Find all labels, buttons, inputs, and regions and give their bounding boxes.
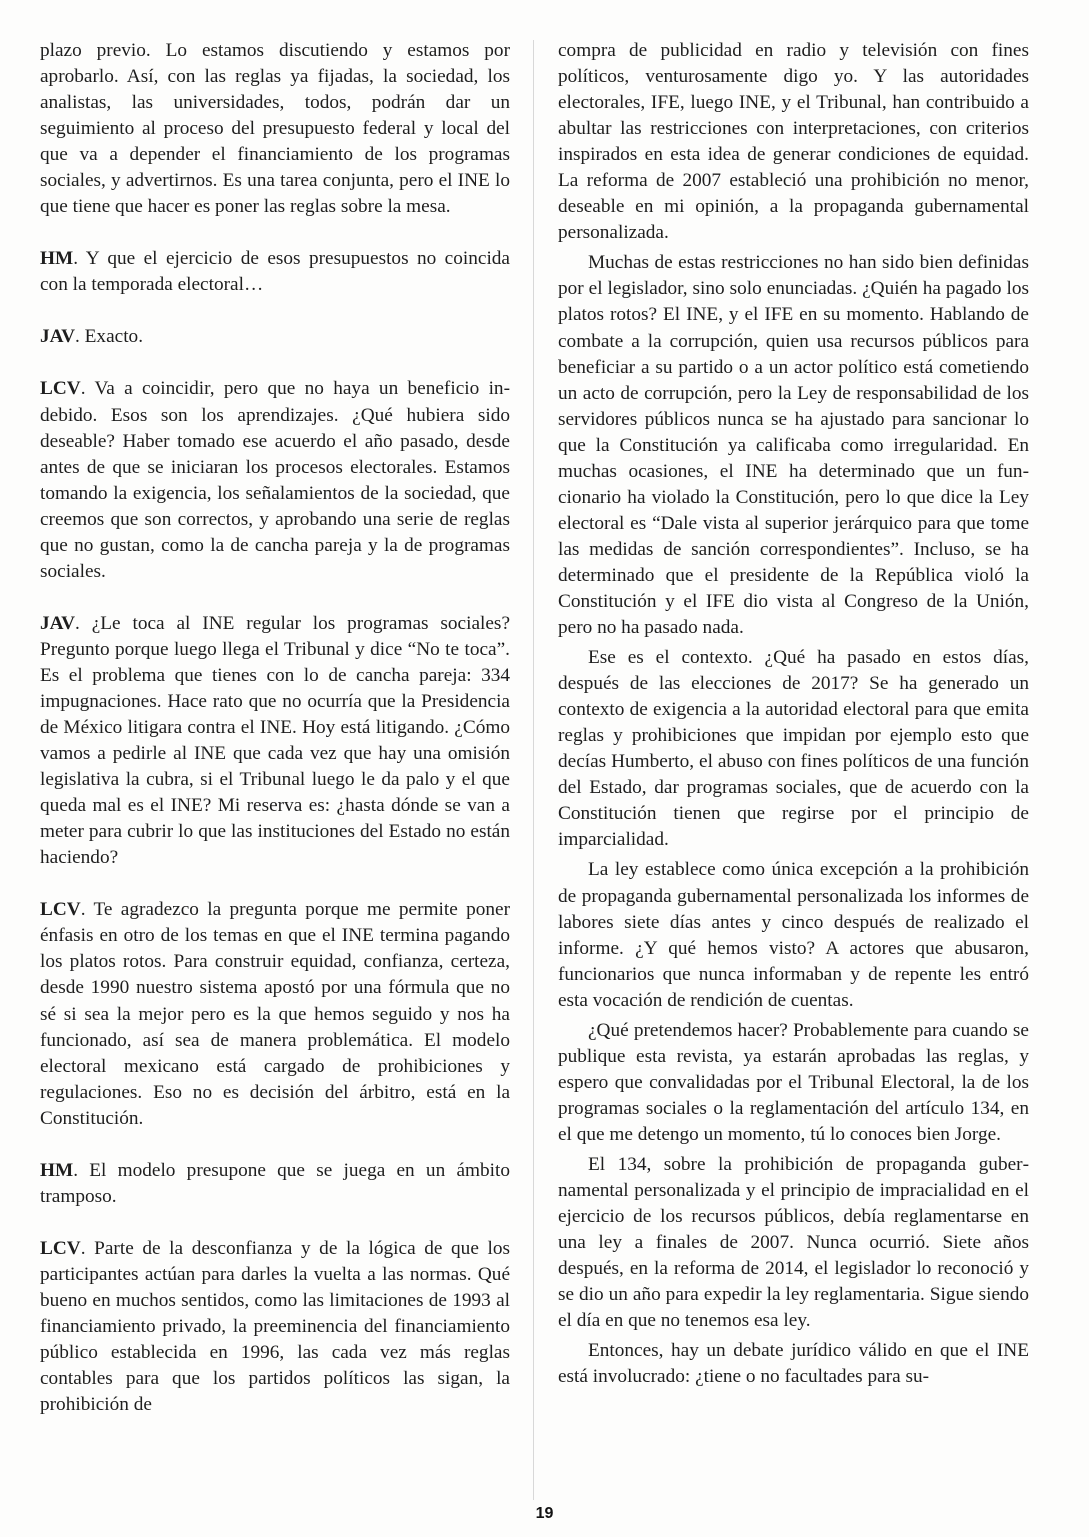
paragraph: plazo previo. Lo estamos discutiendo y estamos por aprobarlo. Así, con las reglas ya fijadas, la sociedad, los analistas, las universidades, todos, podrán dar un seguimiento al proceso del presupuesto federal y local del que va a depender el financiamiento de los programas sociales, y advertirnos. Es una tarea conjunta, pero el INE lo que tiene que hacer es poner las reglas sobre la mesa.	[40, 40, 510, 218]
paragraph: El 134, sobre la prohibición de propaganda gubernamental personalizada y el principio de impracialidad en el ejercicio de los recursos públicos, debía reglamentarse en una ley a finales de 2007. Nunca ocurrió. Siete años después, en la reforma de 2014, el legislador lo reconoció y se dio un año para expedir la ley reglamentaria. Sigue siendo el día en que no tenemos esa ley.	[558, 1153, 1029, 1332]
speaker-label: JAV	[40, 326, 76, 348]
paragraph: compra de publicidad en radio y televisión con fines políticos, venturosamente digo yo. Y las autoridades electorales, IFE, luego INE, y el Tribunal, han contribuido a abultar las restricciones con interpretaciones, con criterios inspirados en esta idea de generar condiciones de equidad. La reforma de 2007 estableció una prohibición no menor, deseable en mi opinión, a la propaganda gubernamental personalizada.	[558, 40, 1029, 244]
paragraph: JAV. Exacto.	[40, 326, 144, 348]
paragraph: LCV. Parte de la desconfianza y de la lógica de que los participantes actúan para darles la vuelta a las normas. Qué bueno en muchos sentidos, como las limitaciones de 1993 al financiamiento privado, la preeminencia del financiamiento público establecida en 1996, las cada vez más reglas contables para que los partidos políticos las sigan, la prohibición de	[40, 1237, 510, 1416]
paragraph: LCV. Va a coincidir, pero que no haya un beneficio indebido. Esos son los aprendizajes. ¿Qué hubiera sido deseable? Haber tomado ese acuerdo el año pasado, desde antes de que se iniciaran los procesos electorales. Estamos tomando la exigencia, los señalamientos de la sociedad, que creemos que son correctos, y aprobando una serie de reglas que no gustan, como la de cancha pareja y la de programas sociales.	[40, 378, 510, 582]
paragraph: Ese es el contexto. ¿Qué ha pasado en estos días, después de las elecciones de 2017? Se ha generado un contexto de exigencia a la autoridad electoral para que emita reglas y prohibiciones que impidan por ejemplo esto que decías Humberto, el abuso con fines políticos de una función del Estado, dar programas sociales, que de acuerdo con la Constitución tienen que regirse por el principio de imparcialidad.	[558, 647, 1029, 851]
speaker-label: HM	[40, 248, 74, 270]
speaker-label: LCV	[40, 899, 81, 921]
page-number: 19	[535, 1505, 554, 1522]
paragraph: JAV. ¿Le toca al INE regular los programas sociales? Pregunto porque luego llega el Tribunal y dice “No te toca”. Es el problema que tienes con lo de cancha pareja: 334 impugnaciones. Hace rato que no ocurría que la Presidencia de México litigara contra el INE. Hoy está litigando. ¿Cómo vamos a pedirle al INE que cada vez que hay una omisión legislativa la cubra, si el Tribunal luego le da palo y el que queda mal es el INE? Mi reserva es: ¿hasta dónde se van a meter para cubrir lo que las instituciones del Estado no están haciendo?	[40, 612, 510, 869]
column-divider	[533, 40, 534, 1500]
speaker-label: LCV	[40, 1237, 81, 1259]
left-column	[40, 38, 510, 1444]
paragraph: La ley establece como única excepción a la prohibición de propaganda gubernamental personalizada los informes de labores siete días antes y cinco después de realizado el informe. ¿Y qué hemos visto? A actores que abusaron, funcionarios que nunca informaban y de repente les entró esta vocación de rendición de cuentas.	[558, 859, 1029, 1011]
speaker-label: HM	[40, 1159, 74, 1181]
paragraph: Muchas de estas restricciones no han sido bien definidas por el legislador, sino solo enunciadas. ¿Quién ha pagado los platos rotos? El INE, y el IFE en su momento. Hablando de combate a la corrupción, quien usa recursos públicos para beneficiar a su partido o a un actor político está cometiendo un acto de corrupción, pero la Ley de responsabilidad de los servidores públicos nunca se ha ajustado para sancionar lo que la Constitución ya calificaba como irregularidad. En muchas ocasiones, el INE ha determinado que un funcionario ha violado la Constitución, pero lo que dice la Ley electoral es “Dale vista al superior jerárquico para que tome las medidas de sanción correspondientes”. Incluso, se ha determinado que el presidente de la República violó la Constitución y el IFE dio vista al Congreso de la Unión, pero no ha pasado nada.	[558, 252, 1029, 639]
paragraph: ¿Qué pretendemos hacer? Probablemente para cuando se publique esta revista, ya estarán aprobadas las reglas, y espero que convalidadas por el Tribunal Electoral, la de los programas sociales o la reglamentación del artículo 134, en el que me detengo un momento, tú lo conoces bien Jorge.	[558, 1019, 1029, 1145]
paragraph: LCV. Te agradezco la pregunta porque me permite poner énfasis en otro de los temas en que el INE termina pagando los platos rotos. Para construir equidad, confianza, certeza, desde 1990 nuestro sistema apostó por una fórmula que no sé si sea la mejor pero es la que hemos seguido y nos ha funcionado, así sea de manera problemática. El modelo electoral mexicano está cargado de prohibiciones y regulaciones. Eso no es decisión del árbitro, está en la Constitución.	[40, 899, 510, 1129]
paragraph: HM. Y que el ejercicio de esos presupuestos no coincida con la temporada electoral…	[40, 248, 510, 296]
right-column	[558, 38, 1029, 1394]
speaker-label: LCV	[40, 378, 81, 400]
speaker-label: JAV	[40, 612, 76, 634]
paragraph: HM. El modelo presupone que se juega en un ámbito tramposo.	[40, 1159, 510, 1207]
paragraph: Entonces, hay un debate jurídico válido en que el INE está involucrado: ¿tiene o no facultades para su-	[558, 1340, 1029, 1388]
